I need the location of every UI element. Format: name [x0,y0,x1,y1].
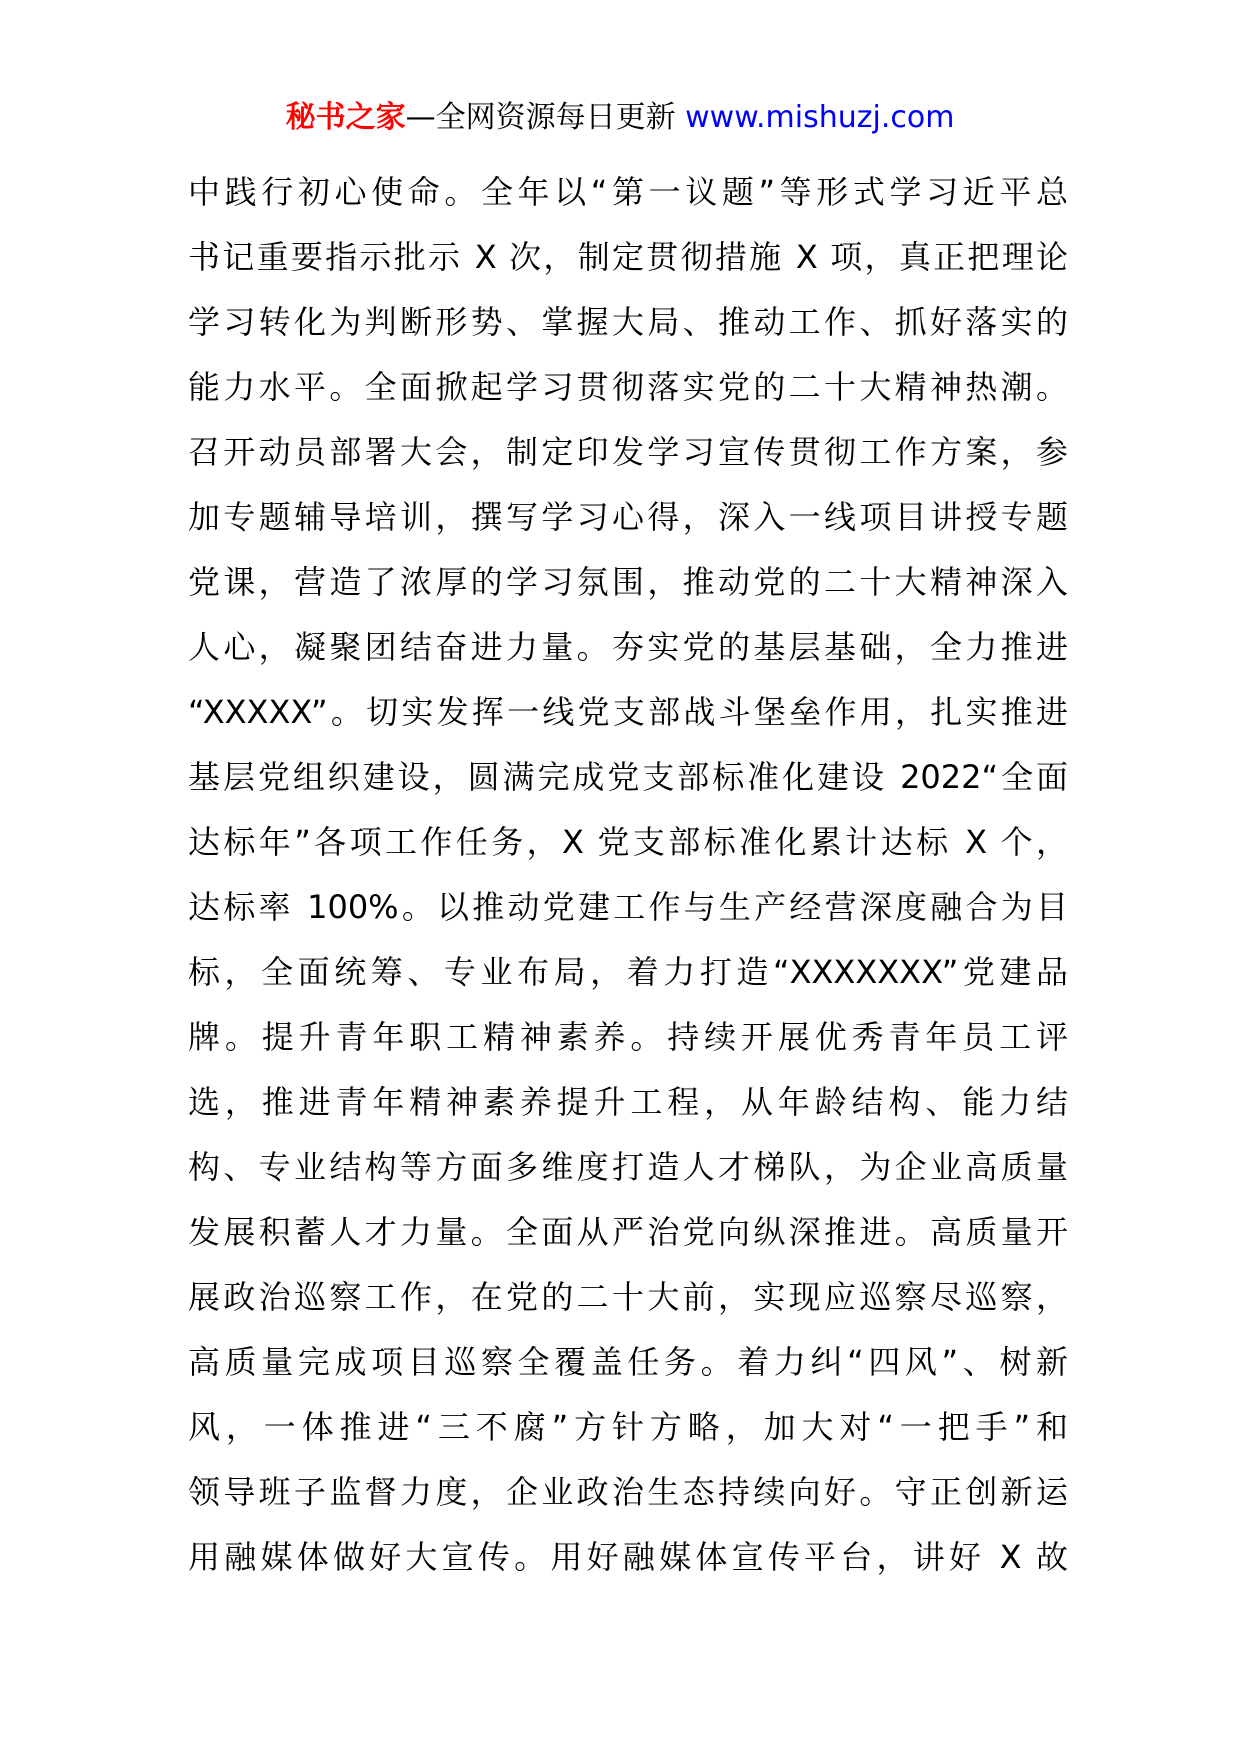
text-line: “XXXXX”。切实发挥一线党支部战斗堡垒作用，扎实推进 [188,693,1068,731]
text-line: 学习转化为判断形势、掌握大局、推动工作、抓好落实的 [188,303,1068,341]
text-line: 领导班子监督力度，企业政治生态持续向好。守正创新运 [188,1473,1068,1511]
text-line: 党课，营造了浓厚的学习氛围，推动党的二十大精神深入 [188,563,1068,601]
text-line: 用融媒体做好大宣传。用好融媒体宣传平台，讲好 X 故 [188,1538,1068,1576]
text-line: 牌。提升青年职工精神素养。持续开展优秀青年员工评 [188,1018,1068,1056]
text-line: 高质量完成项目巡察全覆盖任务。着力纠“四风”、树新 [188,1343,1068,1381]
site-brand-name: 秘书之家 [285,100,406,135]
document-body [188,160,1068,1590]
text-line: 达标率 100%。以推动党建工作与生产经营深度融合为目 [188,888,1068,926]
text-line: 选，推进青年精神素养提升工程，从年龄结构、能力结 [188,1083,1068,1121]
text-line: 中践行初心使命。全年以“第一议题”等形式学习近平总 [188,173,1068,211]
text-line: 加专题辅导培训，撰写学习心得，深入一线项目讲授专题 [188,498,1068,536]
text-line: 达标年”各项工作任务，X 党支部标准化累计达标 X 个， [188,823,1068,861]
site-url-link[interactable]: www.mishuzj.com [685,100,955,135]
text-line: 构、专业结构等方面多维度打造人才梯队，为企业高质量 [188,1148,1068,1186]
text-line: 书记重要指示批示 X 次，制定贯彻措施 X 项，真正把理论 [188,238,1068,276]
text-line: 风，一体推进“三不腐”方针方略，加大对“一把手”和 [188,1408,1068,1446]
text-line: 召开动员部署大会，制定印发学习宣传贯彻工作方案，参 [188,433,1068,471]
text-line: 能力水平。全面掀起学习贯彻落实党的二十大精神热潮。 [188,368,1068,406]
text-line: 人心，凝聚团结奋进力量。夯实党的基层基础，全力推进 [188,628,1068,666]
site-tagline: —全网资源每日更新 [405,100,676,135]
text-line: 发展积蓄人才力量。全面从严治党向纵深推进。高质量开 [188,1213,1068,1251]
text-line: 标，全面统筹、专业布局，着力打造“XXXXXXX”党建品 [188,953,1068,991]
text-line: 基层党组织建设，圆满完成党支部标准化建设 2022“全面 [188,758,1068,796]
text-line: 展政治巡察工作，在党的二十大前，实现应巡察尽巡察， [188,1278,1068,1316]
page-header [0,98,1240,138]
